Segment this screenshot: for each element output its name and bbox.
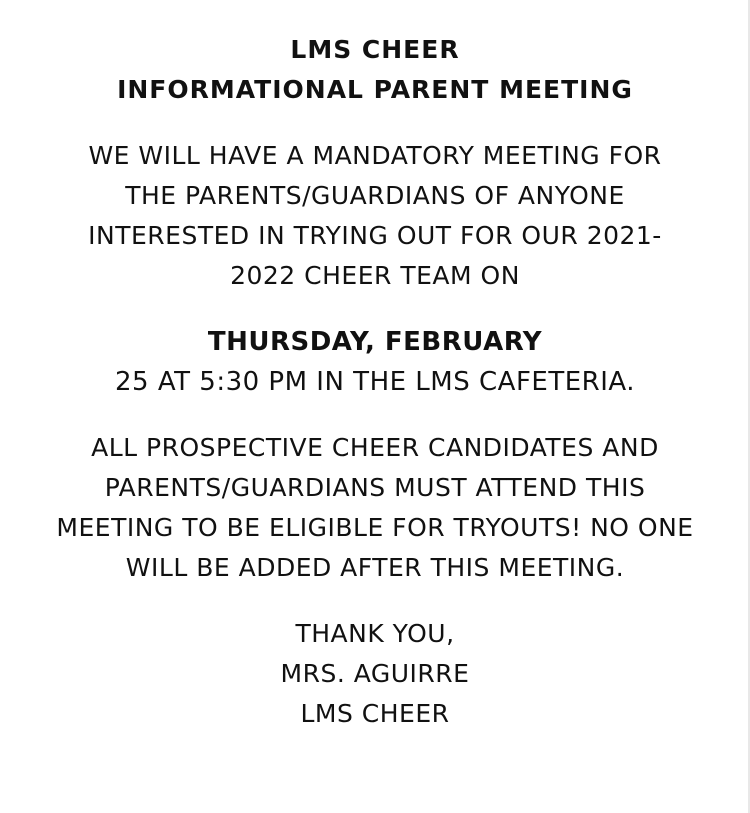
title-line: LMS CHEER [290, 35, 460, 64]
notice-line: ALL PROSPECTIVE CHEER CANDIDATES AND [91, 433, 659, 462]
flyer-content [0, 30, 750, 734]
flyer-title [0, 30, 750, 110]
intro-line: THE PARENTS/GUARDIANS OF ANYONE [125, 181, 625, 210]
notice-line: MEETING TO BE ELIGIBLE FOR TRYOUTS! NO ONE [56, 513, 694, 542]
notice-line: PARENTS/GUARDIANS MUST ATTEND THIS [104, 473, 646, 502]
intro-line: WE WILL HAVE A MANDATORY MEETING FOR [88, 141, 662, 170]
intro-line: INTERESTED IN TRYING OUT FOR OUR 2021- [88, 221, 662, 250]
notice-line: WILL BE ADDED AFTER THIS MEETING. [125, 553, 625, 582]
signoff-line: THANK YOU, [295, 619, 455, 648]
signoff-name: MRS. AGUIRRE [280, 659, 470, 688]
signoff [0, 614, 750, 734]
intro-line: 2022 CHEER TEAM ON [230, 261, 520, 290]
meeting-date [0, 322, 750, 402]
meeting-time-location: 25 AT 5:30 PM IN THE LMS CAFETERIA. [115, 367, 635, 397]
subtitle-line: INFORMATIONAL PARENT MEETING [117, 75, 633, 104]
notice-paragraph [0, 428, 750, 588]
signoff-org: LMS CHEER [300, 699, 450, 728]
meeting-day: THURSDAY, FEBRUARY [207, 327, 543, 357]
intro-paragraph [0, 136, 750, 296]
